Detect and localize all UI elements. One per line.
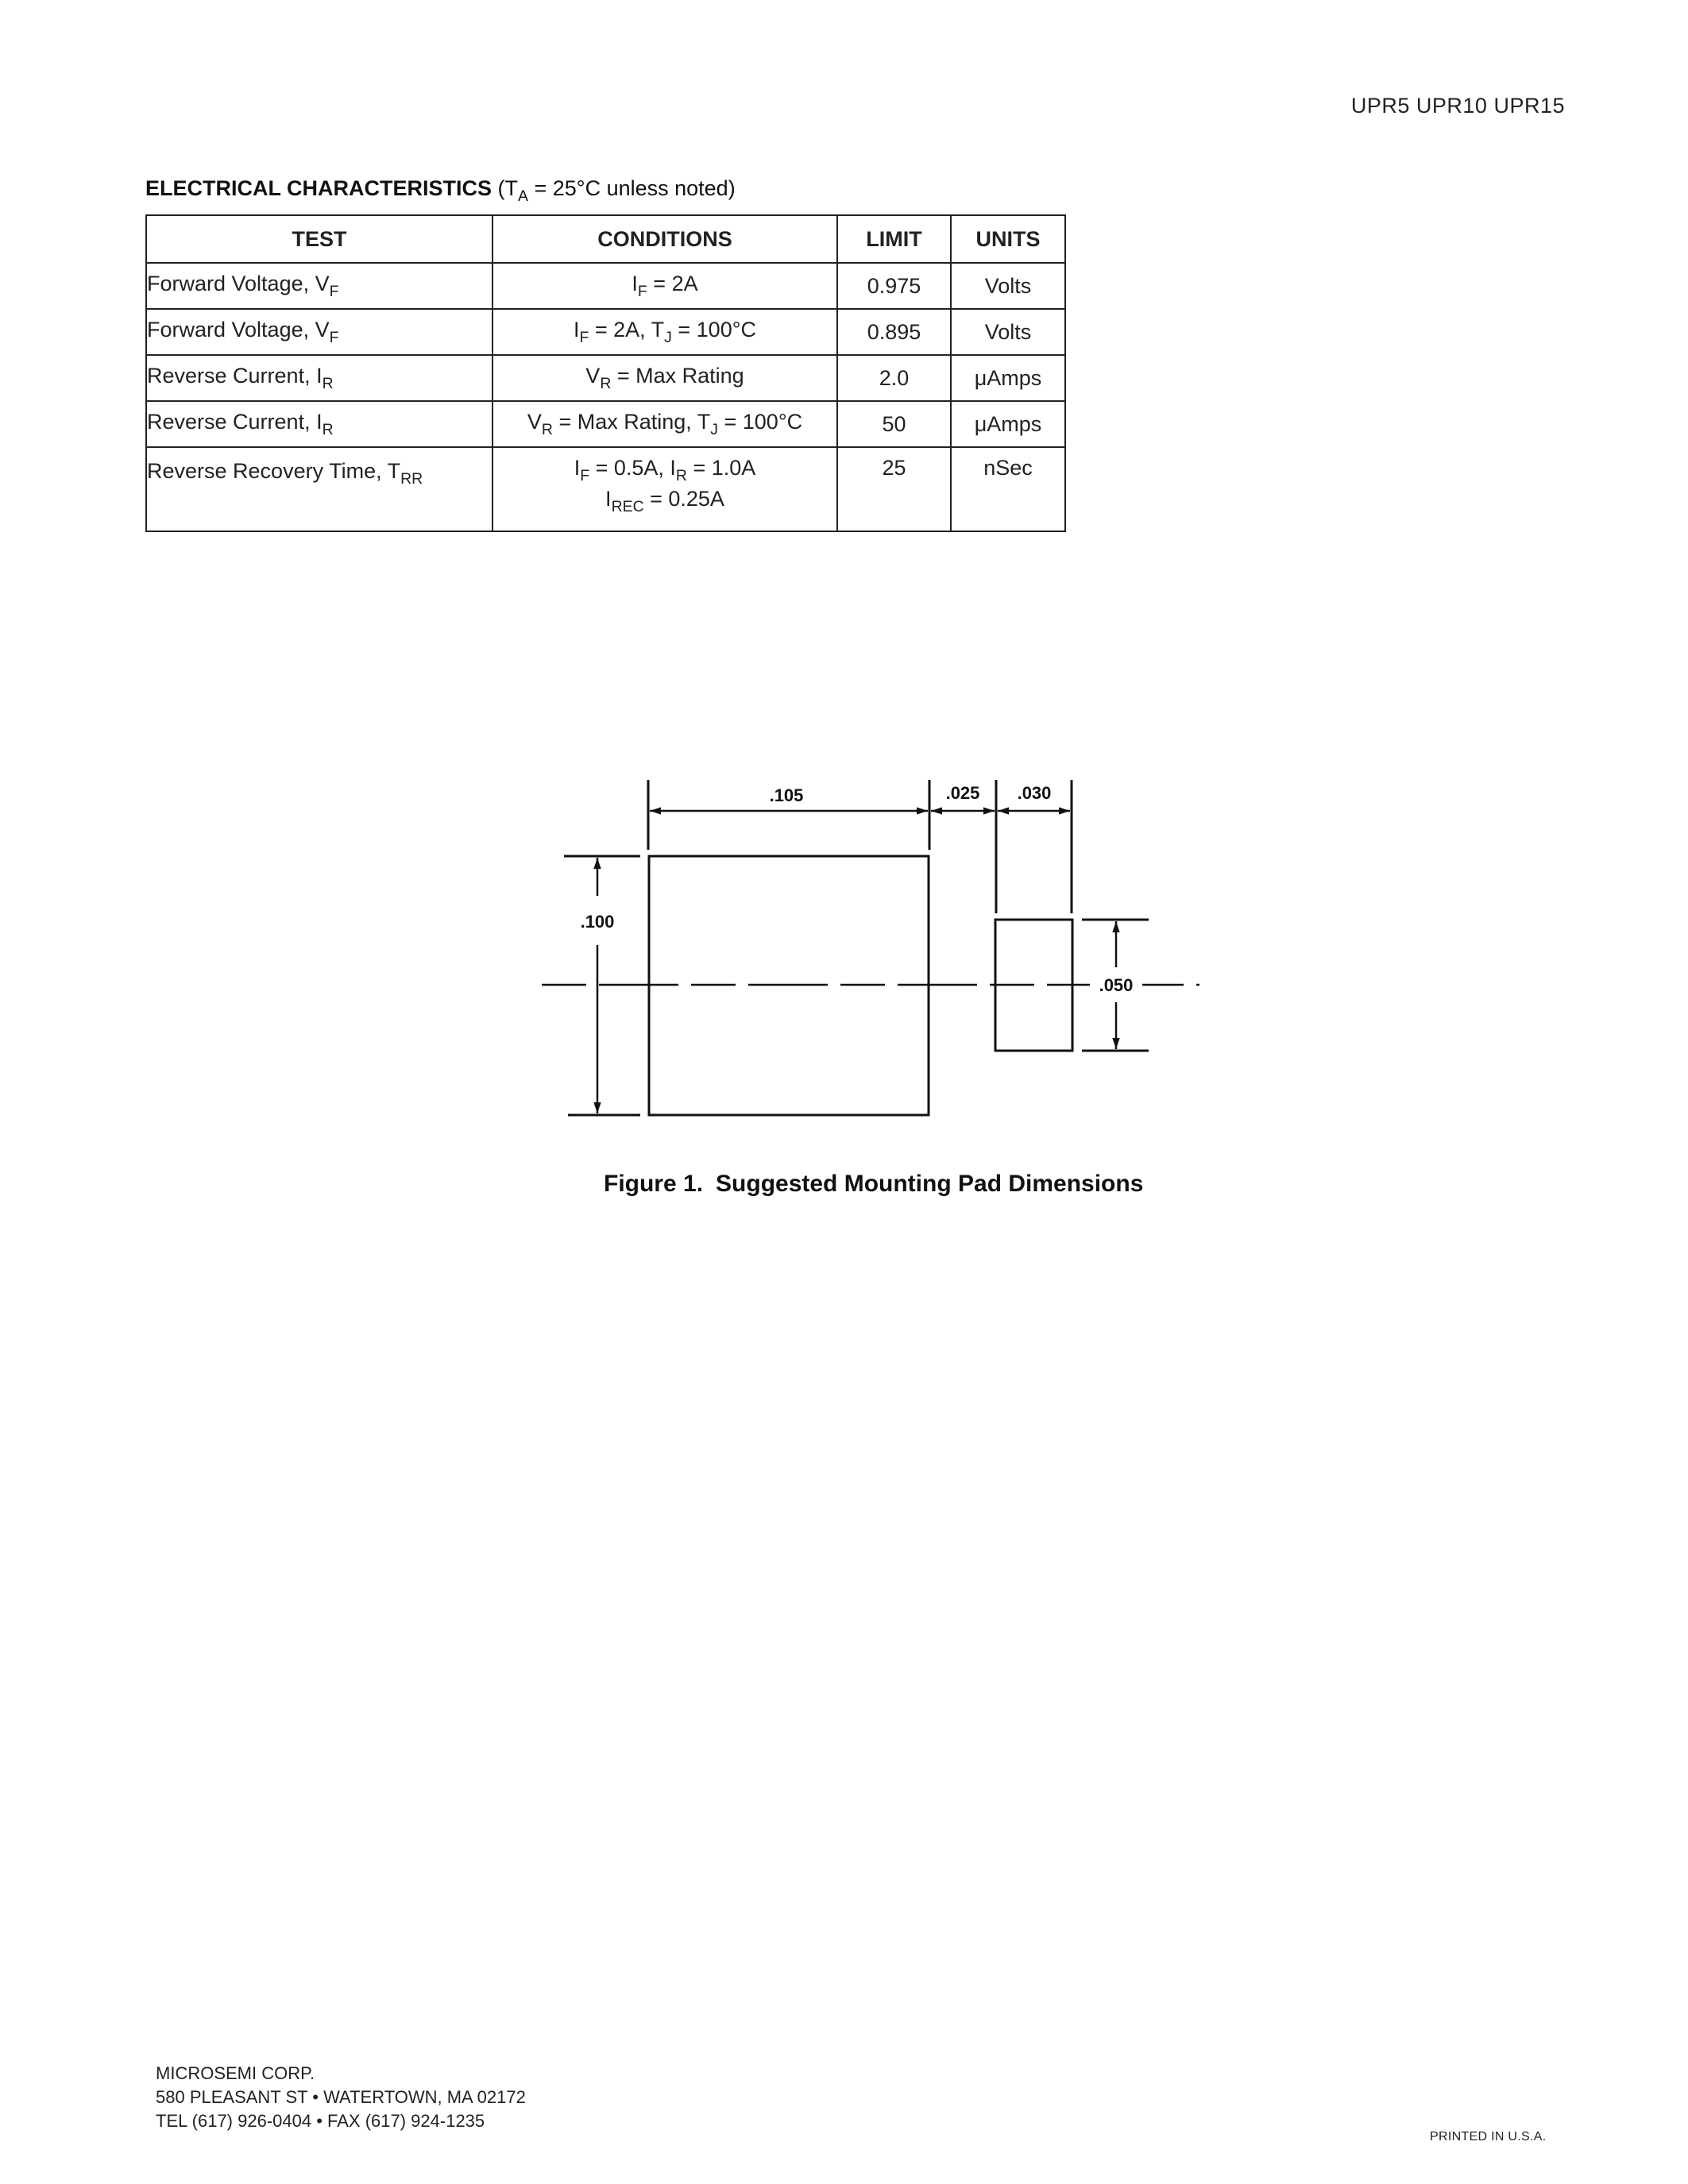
- dim-label-105: .105: [769, 785, 804, 805]
- conditions-line: [573, 317, 757, 346]
- test-subscript: F: [329, 282, 339, 300]
- conditions-line: [574, 456, 756, 484]
- test-name: Reverse Current, I: [147, 409, 323, 434]
- conditions-text: V: [585, 363, 601, 388]
- dim-label-030: .030: [1017, 783, 1052, 803]
- section-condition-sub: A: [518, 187, 528, 205]
- test-subscript: RR: [400, 469, 423, 488]
- column-header-conditions: CONDITIONS: [492, 215, 837, 263]
- table-row: [146, 355, 1065, 401]
- cell-test: [146, 309, 492, 355]
- dim-label-050: .050: [1099, 975, 1134, 995]
- test-name: Forward Voltage, V: [147, 317, 330, 341]
- table-row: [146, 309, 1065, 355]
- conditions-text: = 2A: [647, 271, 698, 295]
- table-header-row: [146, 215, 1065, 263]
- column-header-test: TEST: [146, 215, 492, 263]
- test-subscript: R: [322, 374, 334, 392]
- conditions-subscript: F: [580, 466, 590, 484]
- conditions-subscript: J: [664, 328, 672, 346]
- test-name: Forward Voltage, V: [147, 271, 330, 295]
- figure-caption: [604, 1171, 1143, 1198]
- conditions-subscript: F: [579, 328, 589, 346]
- cell-limit: 25: [837, 447, 951, 531]
- dim-label-100: .100: [580, 912, 615, 932]
- conditions-text: = 0.5A, I: [589, 456, 676, 480]
- cell-test: [146, 263, 492, 309]
- cell-limit: 0.895: [837, 309, 951, 355]
- conditions-subscript: R: [600, 374, 612, 392]
- part-numbers-header: UPR5 UPR10 UPR15: [1350, 94, 1565, 118]
- conditions-text: = Max Rating, T: [552, 409, 711, 434]
- conditions-text: = 2A, T: [589, 317, 665, 341]
- conditions-line: [527, 409, 803, 438]
- footer-contact: TEL (617) 926-0404 • FAX (617) 924-1235: [156, 2111, 485, 2131]
- conditions-text: I: [605, 486, 612, 511]
- test-name: Reverse Recovery Time, T: [147, 459, 401, 483]
- column-header-units: UNITS: [951, 215, 1065, 263]
- cell-units: Volts: [951, 309, 1065, 355]
- section-condition-prefix: (T: [497, 176, 519, 200]
- conditions-subscript: J: [710, 420, 718, 438]
- test-subscript: R: [322, 420, 334, 438]
- conditions-line: [632, 271, 698, 300]
- dim-label-025: .025: [945, 783, 980, 803]
- figure-caption-text: Suggested Mounting Pad Dimensions: [716, 1171, 1144, 1197]
- mounting-pad-figure: [524, 762, 1239, 1160]
- conditions-text: = 100°C: [718, 409, 803, 434]
- footer-address: [156, 2062, 526, 2133]
- conditions-text: = 100°C: [671, 317, 757, 341]
- conditions-line: [585, 363, 744, 392]
- test-subscript: F: [329, 328, 339, 346]
- section-condition-suffix: = 25°C unless noted): [527, 176, 736, 200]
- cell-conditions: [492, 263, 837, 309]
- cell-units: μAmps: [951, 355, 1065, 401]
- cell-test: [146, 447, 492, 531]
- conditions-subscript: R: [675, 466, 687, 484]
- conditions-text: I: [573, 317, 580, 341]
- cell-conditions: [492, 447, 837, 531]
- cell-units: μAmps: [951, 401, 1065, 447]
- figure-caption-number: Figure 1.: [604, 1171, 704, 1197]
- cell-limit: 0.975: [837, 263, 951, 309]
- conditions-subscript: R: [541, 420, 553, 438]
- conditions-text: = Max Rating: [611, 363, 744, 388]
- printed-in-usa: PRINTED IN U.S.A.: [1430, 2130, 1547, 2143]
- section-title: [145, 176, 736, 206]
- conditions-text: I: [632, 271, 638, 295]
- conditions-text: = 1.0A: [686, 456, 756, 480]
- table-row: [146, 263, 1065, 309]
- conditions-text: V: [527, 409, 542, 434]
- column-header-limit: LIMIT: [837, 215, 951, 263]
- table-body: [146, 263, 1065, 531]
- cell-conditions: [492, 309, 837, 355]
- footer-street: 580 PLEASANT ST • WATERTOWN, MA 02172: [156, 2087, 526, 2107]
- conditions-line-2: [493, 487, 836, 516]
- table-row: [146, 401, 1065, 447]
- cell-test: [146, 401, 492, 447]
- cell-test: [146, 355, 492, 401]
- conditions-subscript: F: [637, 282, 647, 300]
- conditions-text: I: [574, 456, 581, 480]
- conditions-text: = 0.25A: [643, 486, 724, 511]
- electrical-characteristics-table: [145, 214, 1066, 532]
- section-title-text: ELECTRICAL CHARACTERISTICS: [145, 176, 492, 200]
- cell-conditions: [492, 401, 837, 447]
- footer-company: MICROSEMI CORP.: [156, 2063, 315, 2083]
- cell-units: Volts: [951, 263, 1065, 309]
- test-name: Reverse Current, I: [147, 363, 323, 388]
- cell-conditions: [492, 355, 837, 401]
- cell-limit: 2.0: [837, 355, 951, 401]
- table-row: [146, 447, 1065, 531]
- conditions-subscript: REC: [611, 497, 644, 515]
- cell-units: nSec: [951, 447, 1065, 531]
- cell-limit: 50: [837, 401, 951, 447]
